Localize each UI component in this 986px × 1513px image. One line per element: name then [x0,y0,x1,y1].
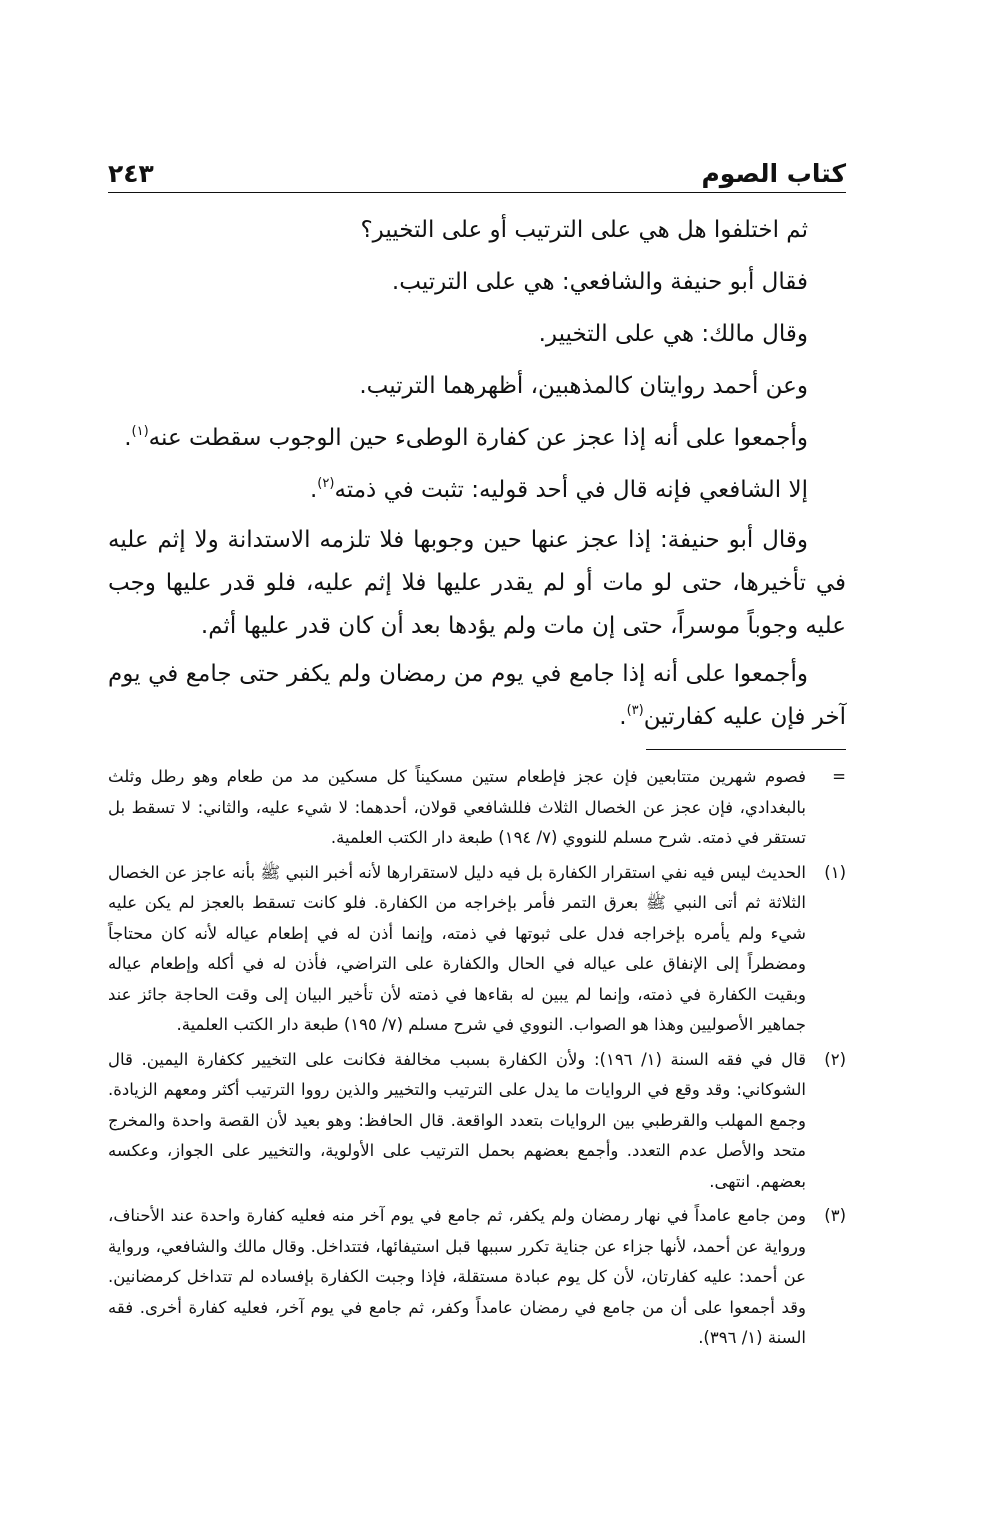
book-page [108,150,846,1358]
paragraph [108,207,846,254]
footnote [108,1045,846,1198]
paragraph [108,519,846,648]
paragraph: وأجمعوا على أنه إذا عجز عن كفارة الوطىء حين الوجوب سقطت عنه$^{(١)}$. [124,424,808,451]
footnote-text: الحديث ليس فيه نفي استقرار الكفارة بل فيه دليل لاستقرارها لأنه أخبر النبي ﷺ بأنه عاجز عن الخصال الثلاثة ثم أتى النبي ﷺ بعرق التمر فأمر بإخراجه من الكفارة. فلو كانت تسقط بالعجز لم يكن عليه شيء ولم يأمره بإخراجه فدل على ثبوتها في ذمته، وإنما أذن له في إطعام عياله لأنه كان محتاجاً ومضطراً إلى الإنفاق على عياله في الحال والكفارة على التراضي، فأذن له في أكله وإطعام عياله وبقيت الكفارة في ذمته، وإنما لم يبين له بقاءها في ذمته لأن تأخير البيان إلى وقت الحاجة جائز عند جماهير الأصوليين وهذا هو الصواب. النووي في شرح مسلم (٧/ ١٩٥) طبعة دار الكتب العلمية. [108,862,806,1034]
footnote-reference[interactable]: (٢) [317,476,335,491]
paragraph-text: وقال مالك: هي على التخيير. [538,321,808,347]
paragraph-text: إلا الشافعي فإنه قال في أحد قوليه: تثبت في ذمته [334,477,808,503]
paragraph [108,259,846,306]
page-number: ٢٤٣ [108,159,154,188]
paragraph-text: وعن أحمد روايتان كالمذهبين، أظهرهما الترتيب. [359,373,808,399]
footnote [108,1201,846,1354]
paragraph-text: فقال أبو حنيفة والشافعي: هي على الترتيب. [391,269,808,295]
paragraph-text: وأجمعوا على أنه إذا جامع في يوم من رمضان ولم يكفر حتى جامع في يوم آخر فإن عليه كفارتين [108,661,846,730]
paragraph: إلا الشافعي فإنه قال في أحد قوليه: تثبت في ذمته$^{(٢)}$. [309,476,808,503]
footnote-text: فصوم شهرين متتابعين فإن عجز فإطعام ستين مسكيناً كل مسكين مد من طعام وهو رطل وثلث بالبغدادي، فإن عجز عن الخصال الثلاث فللشافعي قولان، أحدهما: لا شيء عليه، والثاني: لا تسقط بل تستقر في ذمته. شرح مسلم للنووي (٧/ ١٩٤) طبعة دار الكتب العلمية. [108,767,806,847]
footnote-reference[interactable]: (١) [131,424,149,439]
footnote-text: ومن جامع عامداً في نهار رمضان ولم يكفر، ثم جامع في يوم آخر منه فعليه كفارة واحدة عند الأحناف، ورواية عن أحمد، لأنها جزاء عن جناية تكرر سببها قبل استيفائها، فتتداخل. وقال مالك والشافعي، ورواية عن أحمد: عليه كفارتان، لأن كل يوم عبادة مستقلة، فإذا وجبت الكفارة بإفساده لم تتداخل كرمضانين. وقد أجمعوا على أن من جامع في رمضان عامداً وكفر، ثم جامع في يوم آخر، فعليه كفارة أخرى. فقه السنة (١/ ٣٩٦). [108,1206,806,1347]
footnote-marker: = [832,767,846,786]
paragraph-text: ثم اختلفوا هل هي على الترتيب أو على التخيير؟ [360,217,808,243]
footnote-reference[interactable]: (٣) [626,703,644,718]
paragraph [108,311,846,358]
footnote-marker: (٢) [824,1049,846,1069]
footnote-separator [646,749,846,750]
footnote-marker: (١) [824,862,846,882]
running-header [108,150,846,193]
paragraph-text: وقال أبو حنيفة: إذا عجز عنها حين وجوبها فلا تلزمه الاستدانة ولا إثم عليه في تأخيرها، حتى لو مات أو لم يقدر عليها فلا إثم عليه، فلو قدر عليها وجب عليه وجوباً موسراً، حتى إن مات ولم يؤدها بعد أن كان قدر عليها أثم. [108,527,846,639]
footnote-marker: (٣) [824,1206,846,1225]
paragraph: وأجمعوا على أنه إذا جامع في يوم من رمضان ولم يكفر حتى جامع في يوم آخر فإن عليه كفارتين$^{(٣)}$. [108,661,846,730]
paragraph [108,363,846,410]
footnote [108,858,846,1041]
footnote [108,762,846,854]
footnotes [108,762,846,1354]
paragraph-text: وأجمعوا على أنه إذا عجز عن كفارة الوطىء حين الوجوب سقطت عنه [148,425,808,451]
main-text [108,207,846,739]
book-title: كتاب الصوم [701,159,846,188]
footnote-text: قال في فقه السنة (١/ ١٩٦): ولأن الكفارة بسبب مخالفة فكانت على التخيير ككفارة اليمين. قال الشوكاني: وقد وقع في الروايات ما يدل على الترتيب والتخيير والذين رووا الترتيب أكثر ومعهم الزيادة. وجمع المهلب والقرطبي بين الروايات بتعدد الواقعة. قال الحافظ: وهو بعيد لأن القصة واحدة والمخرج متحد والأصل عدم التعدد. وأجمع بعضهم بحمل الترتيب على الأولوية، والتخيير على الجواز، وعكسه بعضهم. انتهى. [108,1049,806,1191]
